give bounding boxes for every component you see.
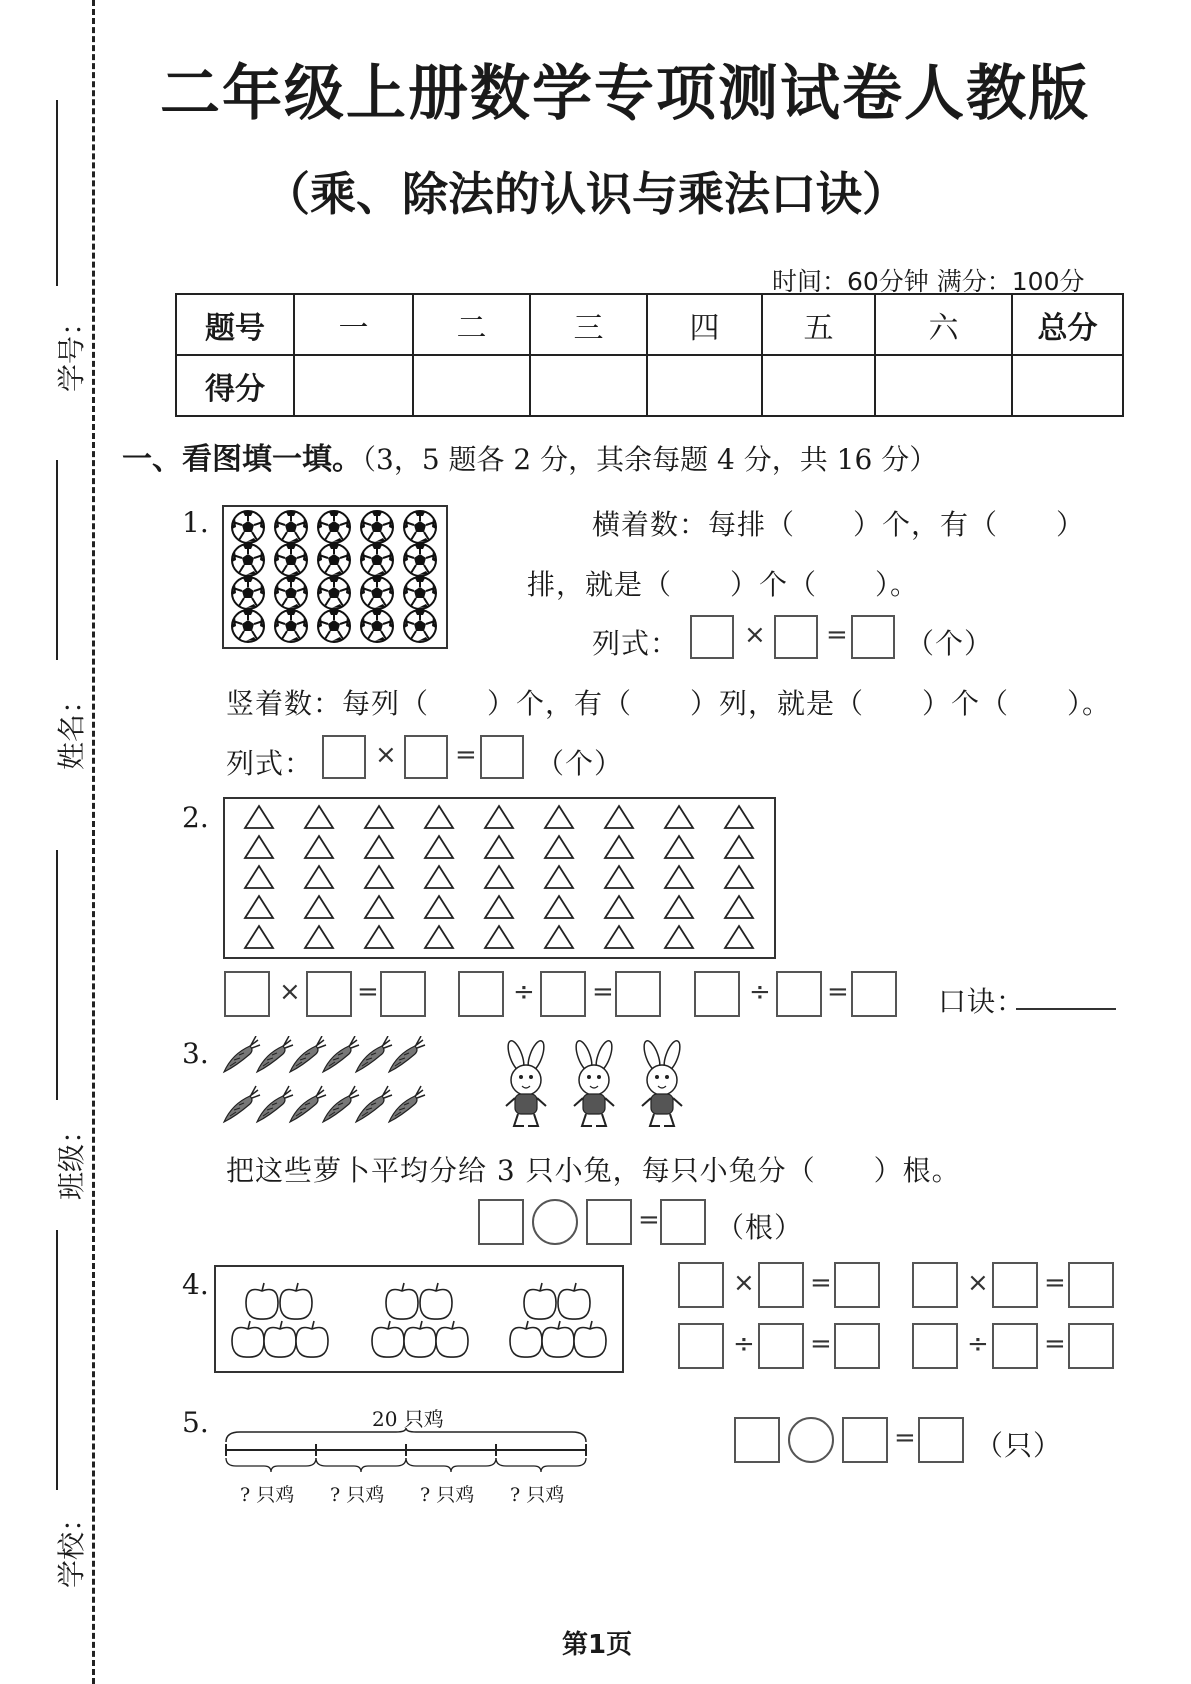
name-line[interactable] [56, 460, 58, 660]
times-sign: × [279, 977, 301, 1007]
rabbit-group [490, 1036, 702, 1130]
answer-box[interactable] [774, 615, 818, 659]
divide-sign: ÷ [733, 1329, 755, 1359]
score-cell[interactable] [413, 355, 530, 416]
answer-box[interactable] [851, 971, 897, 1017]
equals-sign: = [357, 977, 379, 1007]
rabbit-icons [505, 1039, 683, 1126]
answer-box[interactable] [912, 1323, 958, 1369]
school-line[interactable] [56, 1230, 58, 1490]
q2-number: 2. [182, 801, 209, 834]
student-id-label: 学号： [55, 307, 89, 393]
page-number: 第1页 [562, 1630, 633, 1660]
score-cell[interactable] [762, 355, 875, 416]
answer-box[interactable] [660, 1199, 706, 1245]
time-score-info: 时间：60分钟 满分：100分 [772, 267, 1085, 296]
apple-groups [216, 1267, 622, 1371]
score-header-cell: 五 [762, 294, 875, 355]
q1-number: 1. [182, 506, 209, 539]
apple-icons [232, 1283, 606, 1357]
equals-sign: = [826, 620, 848, 650]
total-brace [226, 1428, 586, 1442]
divide-sign: ÷ [513, 977, 535, 1007]
answer-box[interactable] [480, 735, 524, 779]
answer-box[interactable] [1068, 1323, 1114, 1369]
answer-box[interactable] [851, 615, 895, 659]
equals-sign: = [894, 1423, 916, 1453]
divide-sign: ÷ [749, 977, 771, 1007]
score-table [175, 293, 1124, 417]
answer-box[interactable] [678, 1323, 724, 1369]
operator-circle[interactable] [532, 1199, 578, 1245]
q1-formula-label-2: 列式： [226, 747, 314, 780]
q1-row-text-2: 排，就是（ ）个（ ）。 [527, 568, 920, 601]
answer-box[interactable] [458, 971, 504, 1017]
q2-triangle-frame [223, 797, 776, 959]
q3-number: 3. [182, 1037, 209, 1070]
score-header-cell: 题号 [176, 294, 294, 355]
answer-box[interactable] [776, 971, 822, 1017]
q2-rhyme-label: 口诀： [938, 985, 1026, 1018]
q1-row-text-1: 横着数：每排（ ）个，有（ ） [592, 508, 1086, 541]
page-title: 二年级上册数学专项测试卷人教版 [160, 59, 1090, 129]
q5-part-label: ? 只鸡 [240, 1484, 295, 1506]
answer-box[interactable] [478, 1199, 524, 1245]
equals-sign: = [638, 1205, 660, 1235]
carrot-icons [224, 1036, 425, 1122]
score-table-header-row [176, 294, 1123, 355]
answer-box[interactable] [404, 735, 448, 779]
answer-box[interactable] [380, 971, 426, 1017]
q1-unit: （个） [906, 627, 994, 660]
times-sign: × [733, 1268, 755, 1298]
answer-box[interactable] [224, 971, 270, 1017]
carrot-group [220, 1036, 430, 1134]
answer-box[interactable] [758, 1262, 804, 1308]
score-header-cell: 三 [530, 294, 647, 355]
answer-box[interactable] [834, 1262, 880, 1308]
score-header-cell: 二 [413, 294, 530, 355]
times-sign: × [744, 620, 766, 650]
q1-column-text: 竖着数：每列（ ）个，有（ ）列，就是（ ）个（ ）。 [226, 687, 1112, 720]
answer-box[interactable] [306, 971, 352, 1017]
school-label: 学校： [55, 1503, 89, 1589]
student-id-line[interactable] [56, 100, 58, 286]
equals-sign: = [1044, 1268, 1066, 1298]
score-row-label: 得分 [176, 355, 294, 416]
score-header-cell: 一 [294, 294, 413, 355]
q5-total-label: 20 只鸡 [372, 1407, 444, 1431]
score-header-cell: 四 [647, 294, 762, 355]
score-cell[interactable] [294, 355, 413, 416]
operator-circle[interactable] [788, 1417, 834, 1463]
q3-text: 把这些萝卜平均分给 3 只小兔，每只小兔分（ ）根。 [226, 1154, 961, 1187]
times-sign: × [375, 740, 397, 770]
answer-box[interactable] [734, 1417, 780, 1463]
score-cell[interactable] [530, 355, 647, 416]
answer-box[interactable] [615, 971, 661, 1017]
q1-unit-2: （个） [536, 747, 624, 780]
score-cell[interactable] [875, 355, 1012, 416]
q5-number: 5. [182, 1406, 209, 1439]
score-cell[interactable] [1012, 355, 1123, 416]
binding-dashed-line [92, 0, 95, 1684]
answer-box[interactable] [842, 1417, 888, 1463]
answer-box[interactable] [834, 1323, 880, 1369]
equals-sign: = [810, 1329, 832, 1359]
soccer-ball-icons [232, 511, 436, 642]
q5-part-label: ? 只鸡 [510, 1484, 565, 1506]
triangle-grid [225, 799, 774, 957]
divide-sign: ÷ [967, 1329, 989, 1359]
section-1-title: 一、看图填一填。 [122, 442, 362, 477]
section-1-note: （3，5 题各 2 分，其余每题 4 分，共 16 分） [362, 443, 938, 476]
q4-apple-frame [214, 1265, 624, 1373]
q5-part-label: ? 只鸡 [330, 1484, 385, 1506]
answer-box[interactable] [586, 1199, 632, 1245]
q5-unit: （只） [975, 1429, 1063, 1462]
answer-box[interactable] [992, 1323, 1038, 1369]
answer-box[interactable] [690, 615, 734, 659]
q1-soccer-frame [222, 505, 448, 649]
q4-number: 4. [182, 1268, 209, 1301]
equals-sign: = [592, 977, 614, 1007]
equals-sign: = [455, 740, 477, 770]
q5-segment-diagram [220, 1428, 592, 1478]
answer-box[interactable] [540, 971, 586, 1017]
equals-sign: = [810, 1268, 832, 1298]
section-1-heading [122, 434, 937, 478]
q1-formula-label: 列式： [592, 627, 680, 660]
q5-part-label: ? 只鸡 [420, 1484, 475, 1506]
answer-box[interactable] [678, 1262, 724, 1308]
times-sign: × [967, 1268, 989, 1298]
score-cell[interactable] [647, 355, 762, 416]
class-label: 班级： [55, 1115, 89, 1201]
answer-box[interactable] [992, 1262, 1038, 1308]
page-subtitle: （乘、除法的认识与乘法口诀） [264, 167, 908, 221]
name-label: 姓名： [55, 685, 89, 771]
q3-unit: （根） [716, 1211, 804, 1244]
soccer-ball-grid [224, 507, 446, 647]
answer-box[interactable] [694, 971, 740, 1017]
answer-box[interactable] [322, 735, 366, 779]
score-table-score-row [176, 355, 1123, 416]
score-header-cell: 六 [875, 294, 1012, 355]
score-header-cell: 总分 [1012, 294, 1123, 355]
answer-box[interactable] [758, 1323, 804, 1369]
class-line[interactable] [56, 850, 58, 1100]
answer-box[interactable] [912, 1262, 958, 1308]
equals-sign: = [827, 977, 849, 1007]
triangle-icons [245, 806, 753, 948]
answer-box[interactable] [1068, 1262, 1114, 1308]
answer-box[interactable] [918, 1417, 964, 1463]
q2-rhyme-blank[interactable] [1016, 1008, 1116, 1010]
equals-sign: = [1044, 1329, 1066, 1359]
